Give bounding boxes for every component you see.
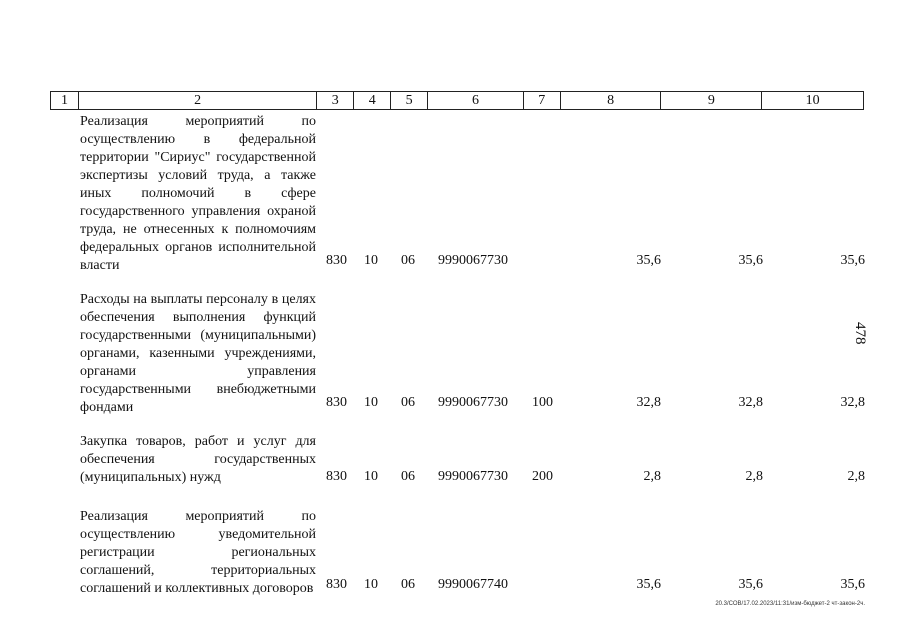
header-col-10: 10 <box>805 93 820 108</box>
cell-col-6: 9990067730 <box>438 469 508 484</box>
header-col-1: 1 <box>51 92 79 109</box>
row-description: Реализация мероприятий по осуществлению в федеральной территории "Сириус" государственной экспертизы условий труда, а также иных полномочий в сфере государственного управления охраной труда, не отнесенных к полномочиям федеральных органов исполнительной власти <box>80 114 316 273</box>
row-description: Расходы на выплаты персоналу в целях обеспечения выполнения функций государственными (муниципальными) органами, казенными учреждениями, органами управления государственными внебюджетными фондами <box>80 292 316 415</box>
header-col-3: 3 <box>317 92 354 109</box>
cell-col-5: 06 <box>401 577 415 592</box>
cell-col-10: 35,6 <box>840 253 865 268</box>
cell-col-10: 35,6 <box>840 577 865 592</box>
cell-col-6: 9990067730 <box>438 253 508 268</box>
cell-col-6: 9990067730 <box>438 395 508 410</box>
cell-col-7: 100 <box>532 395 553 410</box>
header-col-4: 4 <box>354 92 391 109</box>
row-description: Закупка товаров, работ и услуг для обеспечения государственных (муниципальных) нужд <box>80 434 316 485</box>
header-col-8: 8 <box>561 92 662 109</box>
header-col-6: 6 <box>428 92 524 109</box>
cell-col-9: 32,8 <box>738 395 763 410</box>
row-description: Реализация мероприятий по осуществлению уведомительной регистрации региональных соглашений, территориальных соглашений и коллективных договоров <box>80 509 316 596</box>
cell-col-8: 35,6 <box>636 577 661 592</box>
cell-col-9: 35,6 <box>738 577 763 592</box>
cell-col-5: 06 <box>401 469 415 484</box>
cell-col-3: 830 <box>326 395 347 410</box>
header-col-5: 5 <box>391 92 428 109</box>
table-header <box>50 91 864 110</box>
cell-col-3: 830 <box>326 469 347 484</box>
cell-col-4: 10 <box>364 577 378 592</box>
cell-col-9: 2,8 <box>745 469 763 484</box>
cell-col-3: 830 <box>326 577 347 592</box>
cell-col-10: 32,8 <box>840 395 865 410</box>
cell-col-7: 200 <box>532 469 553 484</box>
cell-col-6: 9990067740 <box>438 577 508 592</box>
header-col-2: 2 <box>79 92 317 109</box>
cell-col-4: 10 <box>364 469 378 484</box>
cell-col-8: 2,8 <box>643 469 661 484</box>
cell-col-8: 35,6 <box>636 253 661 268</box>
cell-col-10: 2,8 <box>847 469 865 484</box>
cell-col-9: 35,6 <box>738 253 763 268</box>
cell-col-8: 32,8 <box>636 395 661 410</box>
page-number: 478 <box>852 322 868 345</box>
document-footer: 20.3/СОВ/17.02.2023/11:31/изм-бюджет-2 чт-закон-2ч. <box>715 601 865 607</box>
cell-col-5: 06 <box>401 395 415 410</box>
cell-col-4: 10 <box>364 395 378 410</box>
cell-col-3: 830 <box>326 253 347 268</box>
header-col-7: 7 <box>524 92 561 109</box>
cell-col-4: 10 <box>364 253 378 268</box>
cell-col-5: 06 <box>401 253 415 268</box>
header-col-9: 9 <box>661 92 762 109</box>
